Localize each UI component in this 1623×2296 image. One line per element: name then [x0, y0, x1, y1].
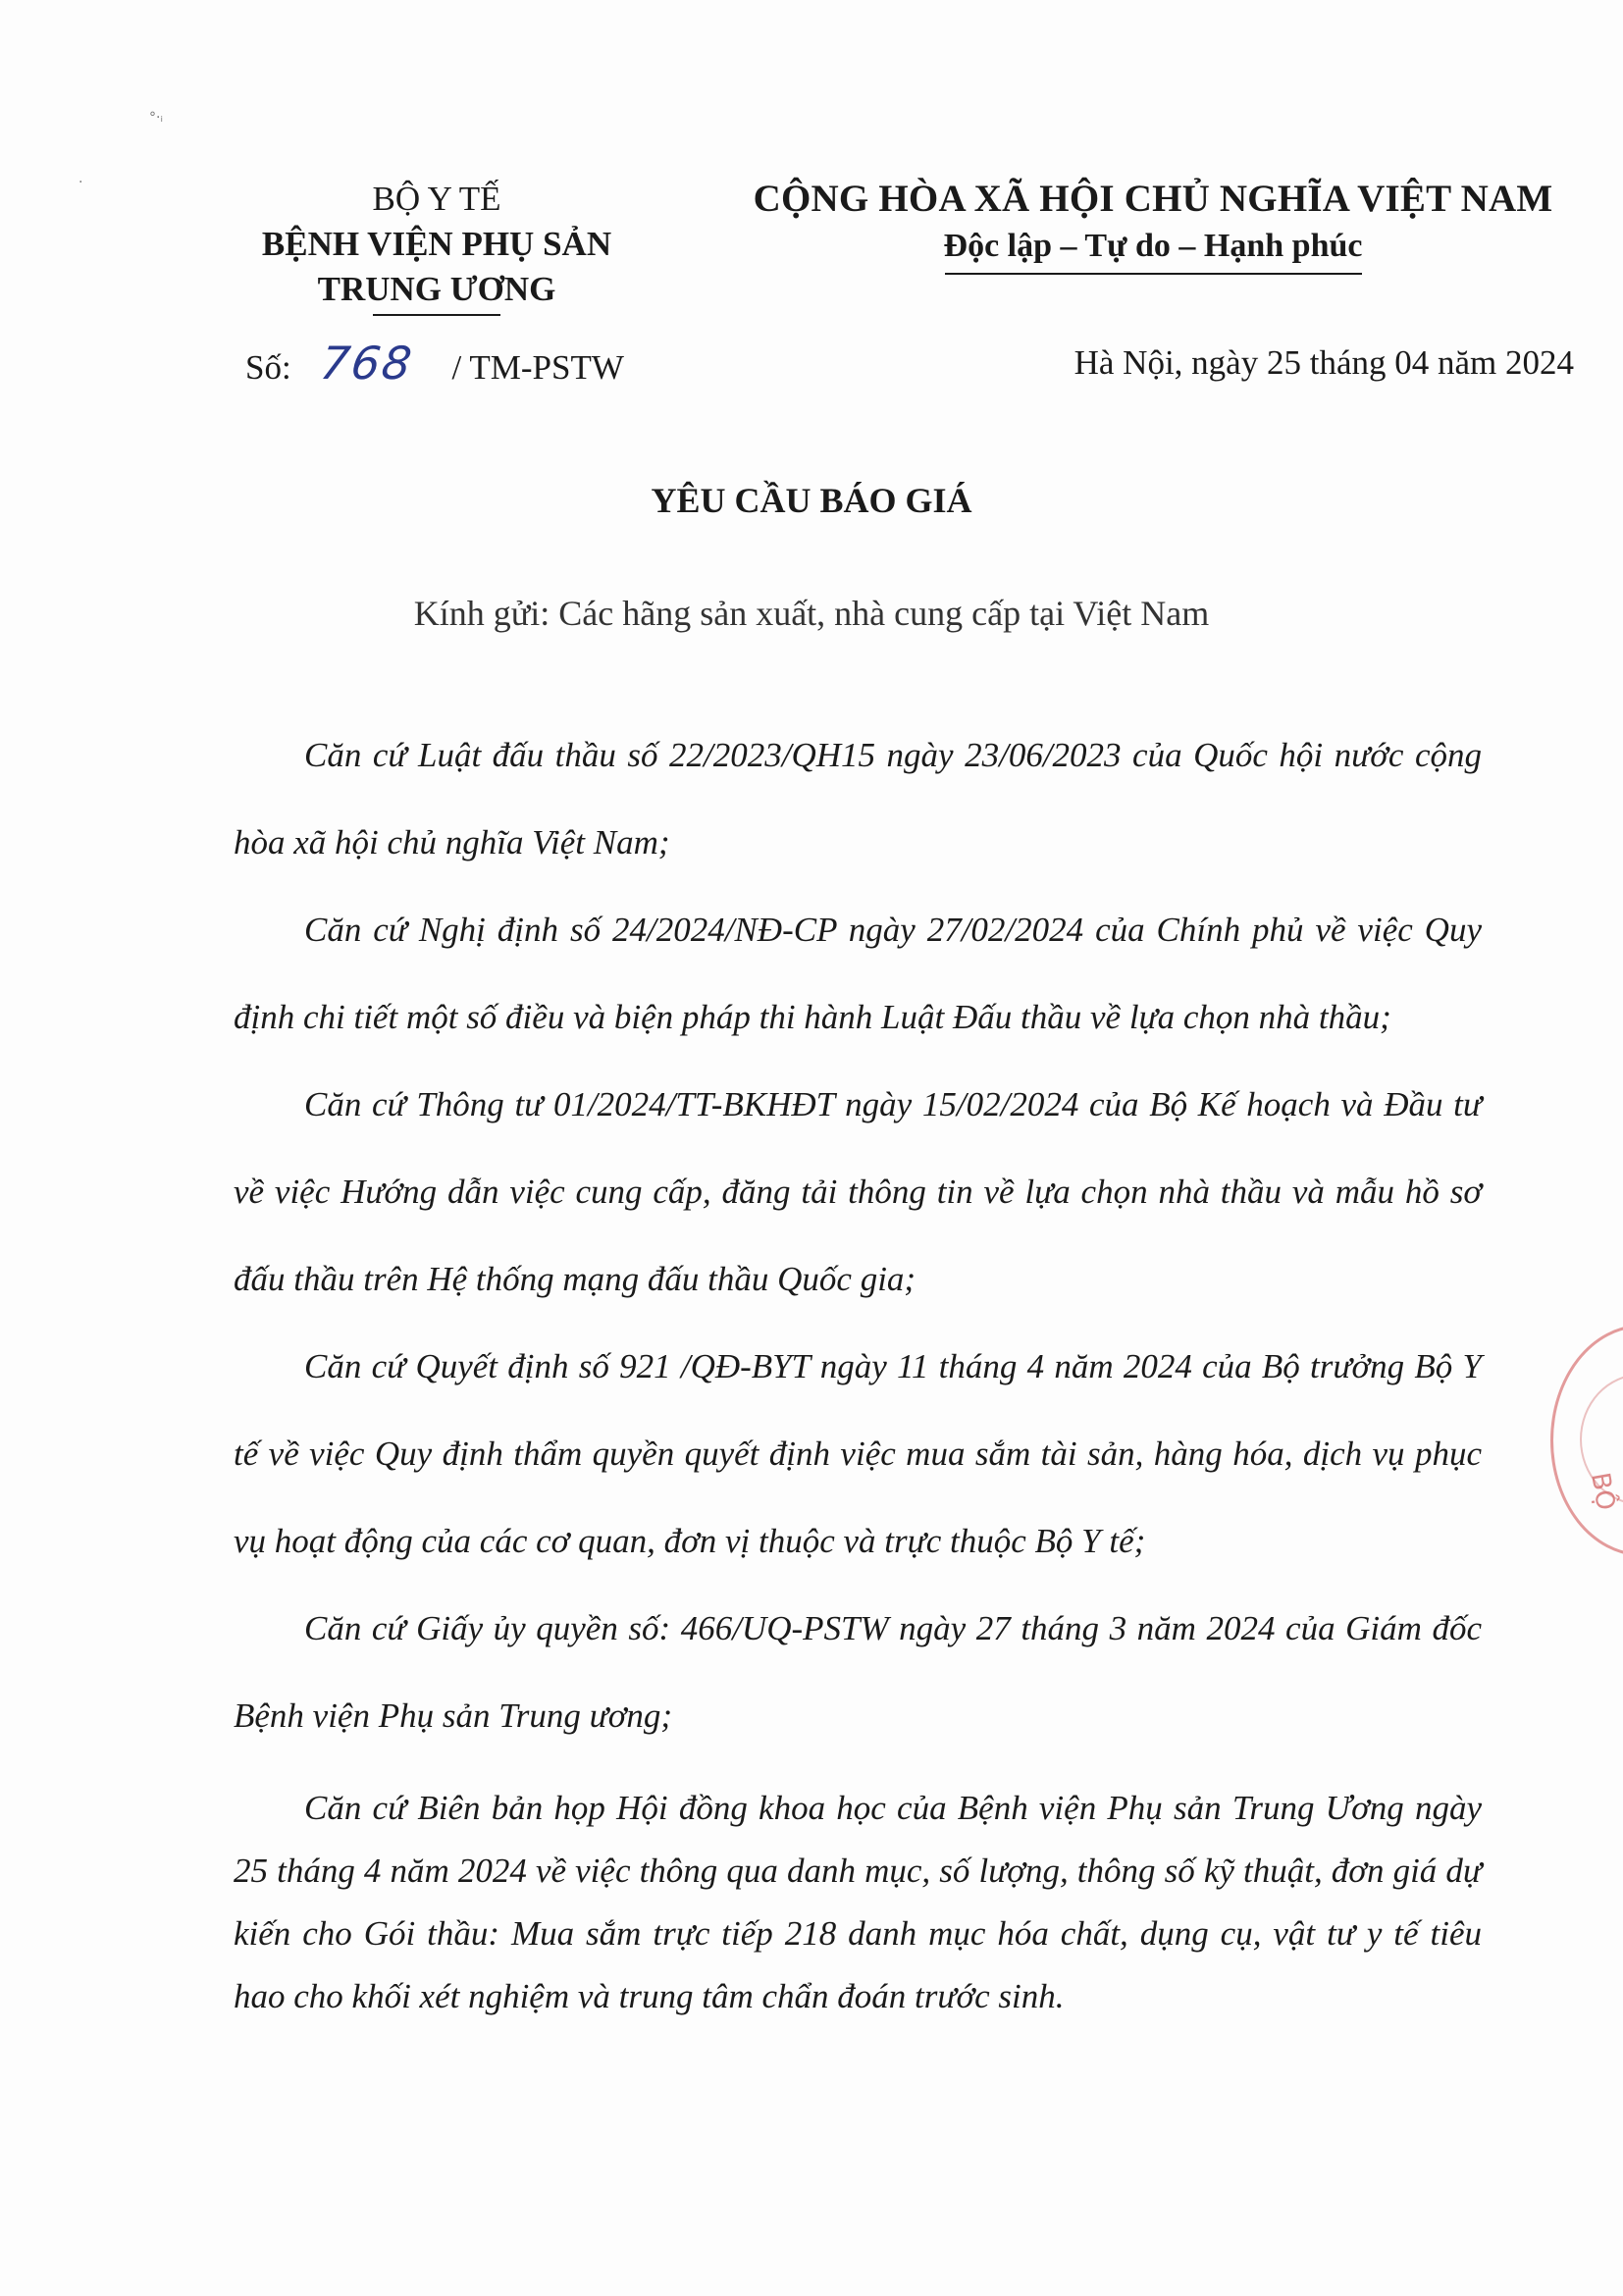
hospital-name-line2: TRUNG ƯƠNG [317, 270, 556, 308]
issuing-organization [221, 177, 653, 316]
legal-basis-paragraph: Căn cứ Luật đấu thầu số 22/2023/QH15 ngày 23/06/2023 của Quốc hội nước cộng hòa xã hội chủ nghĩa Việt Nam; [234, 736, 1482, 861]
nation-name: CỘNG HÒA XÃ HỘI CHỦ NGHĨA VIỆT NAM [753, 178, 1553, 220]
handwritten-number: 768 [316, 337, 417, 390]
national-header [731, 175, 1575, 275]
motto-underline [945, 273, 1362, 275]
scan-speck: °·ᵢ [149, 110, 163, 126]
document-body [234, 711, 1482, 2028]
seal-partial-text: BỘ [1585, 1470, 1621, 1513]
document-number [245, 339, 624, 392]
number-suffix: / TM-PSTW [451, 348, 624, 387]
legal-basis-paragraph: Căn cứ Nghị định số 24/2024/NĐ-CP ngày 27/02/2024 của Chính phủ về việc Quy định chi tiết một số điều và biện pháp thi hành Luật Đấu thầu về lựa chọn nhà thầu; [234, 911, 1482, 1036]
place-and-date: Hà Nội, ngày 25 tháng 04 năm 2024 [1073, 343, 1574, 382]
national-motto: Độc lập – Tự do – Hạnh phúc [943, 228, 1363, 264]
greeting: Kính gửi: Các hãng sản xuất, nhà cung cấp tại Việt Nam [413, 594, 1210, 633]
legal-basis-paragraph: Căn cứ Biên bản họp Hội đồng khoa học của Bệnh viện Phụ sản Trung Ương ngày 25 tháng 4 năm 2024 về việc thông qua danh mục, số lượng, thông số kỹ thuật, đơn giá dự kiến cho Gói thầu: Mua sắm trực tiếp 218 danh mục hóa chất, dụng cụ, vật tư y tế tiêu hao cho khối xét nghiệm và trung tâm chẩn đoán trước sinh. [234, 1789, 1482, 2015]
org-underline [373, 314, 500, 316]
legal-basis-paragraph: Căn cứ Quyết định số 921 /QĐ-BYT ngày 11 tháng 4 năm 2024 của Bộ trưởng Bộ Y tế về việc Quy định thẩm quyền quyết định việc mua sắm tài sản, hàng hóa, dịch vụ phục vụ hoạt động của các cơ quan, đơn vị thuộc và trực thuộc Bộ Y tế; [234, 1347, 1482, 1560]
document-title: YÊU CẦU BÁO GIÁ [651, 481, 972, 520]
number-label: Số: [245, 348, 291, 387]
legal-basis-paragraph: Căn cứ Giấy ủy quyền số: 466/UQ-PSTW ngày 27 tháng 3 năm 2024 của Giám đốc Bệnh viện Phụ sản Trung ương; [234, 1609, 1482, 1735]
parent-ministry: BỘ Y TẾ [372, 180, 501, 218]
scan-speck: · [79, 175, 83, 190]
legal-basis-paragraph: Căn cứ Thông tư 01/2024/TT-BKHĐT ngày 15/02/2024 của Bộ Kế hoạch và Đầu tư về việc Hướng dẫn việc cung cấp, đăng tải thông tin về lựa chọn nhà thầu và mẫu hồ sơ đấu thầu trên Hệ thống mạng đấu thầu Quốc gia; [234, 1085, 1482, 1298]
hospital-name-line1: BỆNH VIỆN PHỤ SẢN [261, 225, 612, 263]
